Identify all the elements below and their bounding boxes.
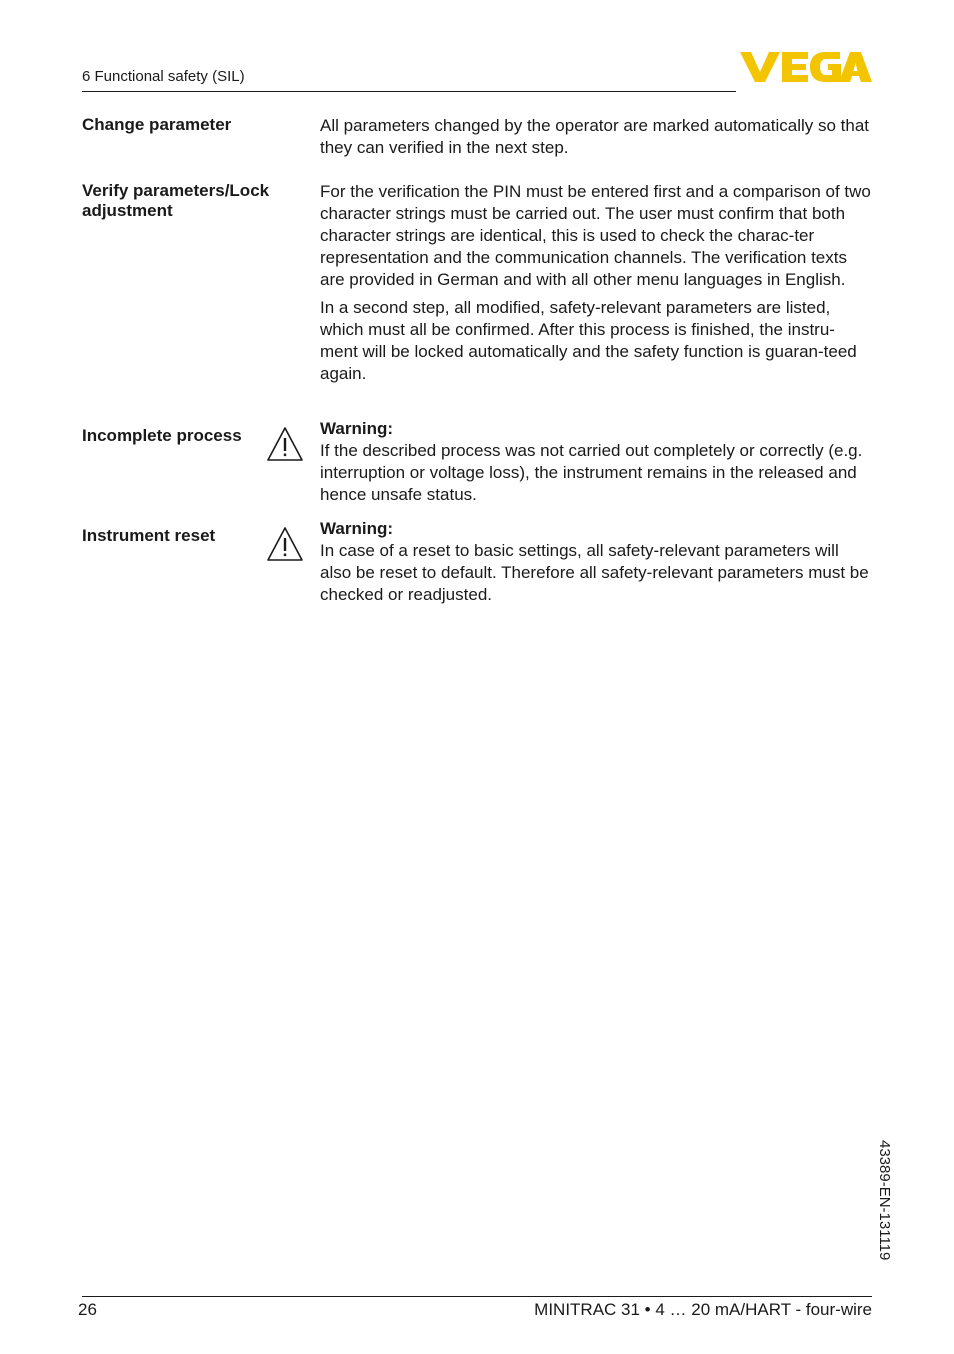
warning-title: Warning:: [320, 519, 394, 538]
vega-logo: [740, 50, 872, 84]
term-label: Change parameter: [82, 115, 232, 134]
warning-triangle-icon: [265, 525, 305, 563]
warning-title: Warning:: [320, 419, 394, 438]
paragraph: For the verification the PIN must be entered first and a comparison of two character strings must be carried out. The user must confirm that both character strings are identical, this is used to check the charac-ter representation and the communication channels. The verification texts are provided in German and with all other menu languages in English.: [320, 182, 871, 289]
term-label: Verify parameters/Lock adjustment: [82, 181, 270, 220]
warning-triangle-icon: [265, 425, 305, 463]
paragraph: All parameters changed by the operator are marked automatically so that they can verified in the next step.: [320, 116, 870, 157]
paragraph: In case of a reset to basic settings, all safety-relevant parameters will also be reset to default. Therefore all safety-relevant parameters must be checked or readjusted.: [320, 541, 869, 604]
section-body: [320, 518, 872, 606]
section-body: [320, 418, 872, 506]
header-divider: [82, 91, 736, 92]
page-number: 26: [78, 1300, 97, 1319]
section-body: [320, 115, 872, 159]
running-header: 6 Functional safety (SIL): [82, 68, 245, 85]
paragraph: In a second step, all modified, safety-relevant parameters are listed, which must all be confirmed. After this process is finished, the instru-ment will be locked automatically and the safety function is guaran-teed again.: [320, 298, 857, 383]
footer-divider: [82, 1296, 872, 1297]
document-id: 43389-EN-131119: [876, 1140, 893, 1261]
section-body: [320, 181, 872, 385]
paragraph: If the described process was not carried out completely or correctly (e.g. interruption or voltage loss), the instrument remains in the released and hence unsafe status.: [320, 441, 863, 504]
footer-document-title: MINITRAC 31 • 4 … 20 mA/HART - four-wire: [534, 1300, 872, 1319]
term-label: Incomplete process: [82, 426, 242, 445]
term-label: Instrument reset: [82, 526, 216, 545]
